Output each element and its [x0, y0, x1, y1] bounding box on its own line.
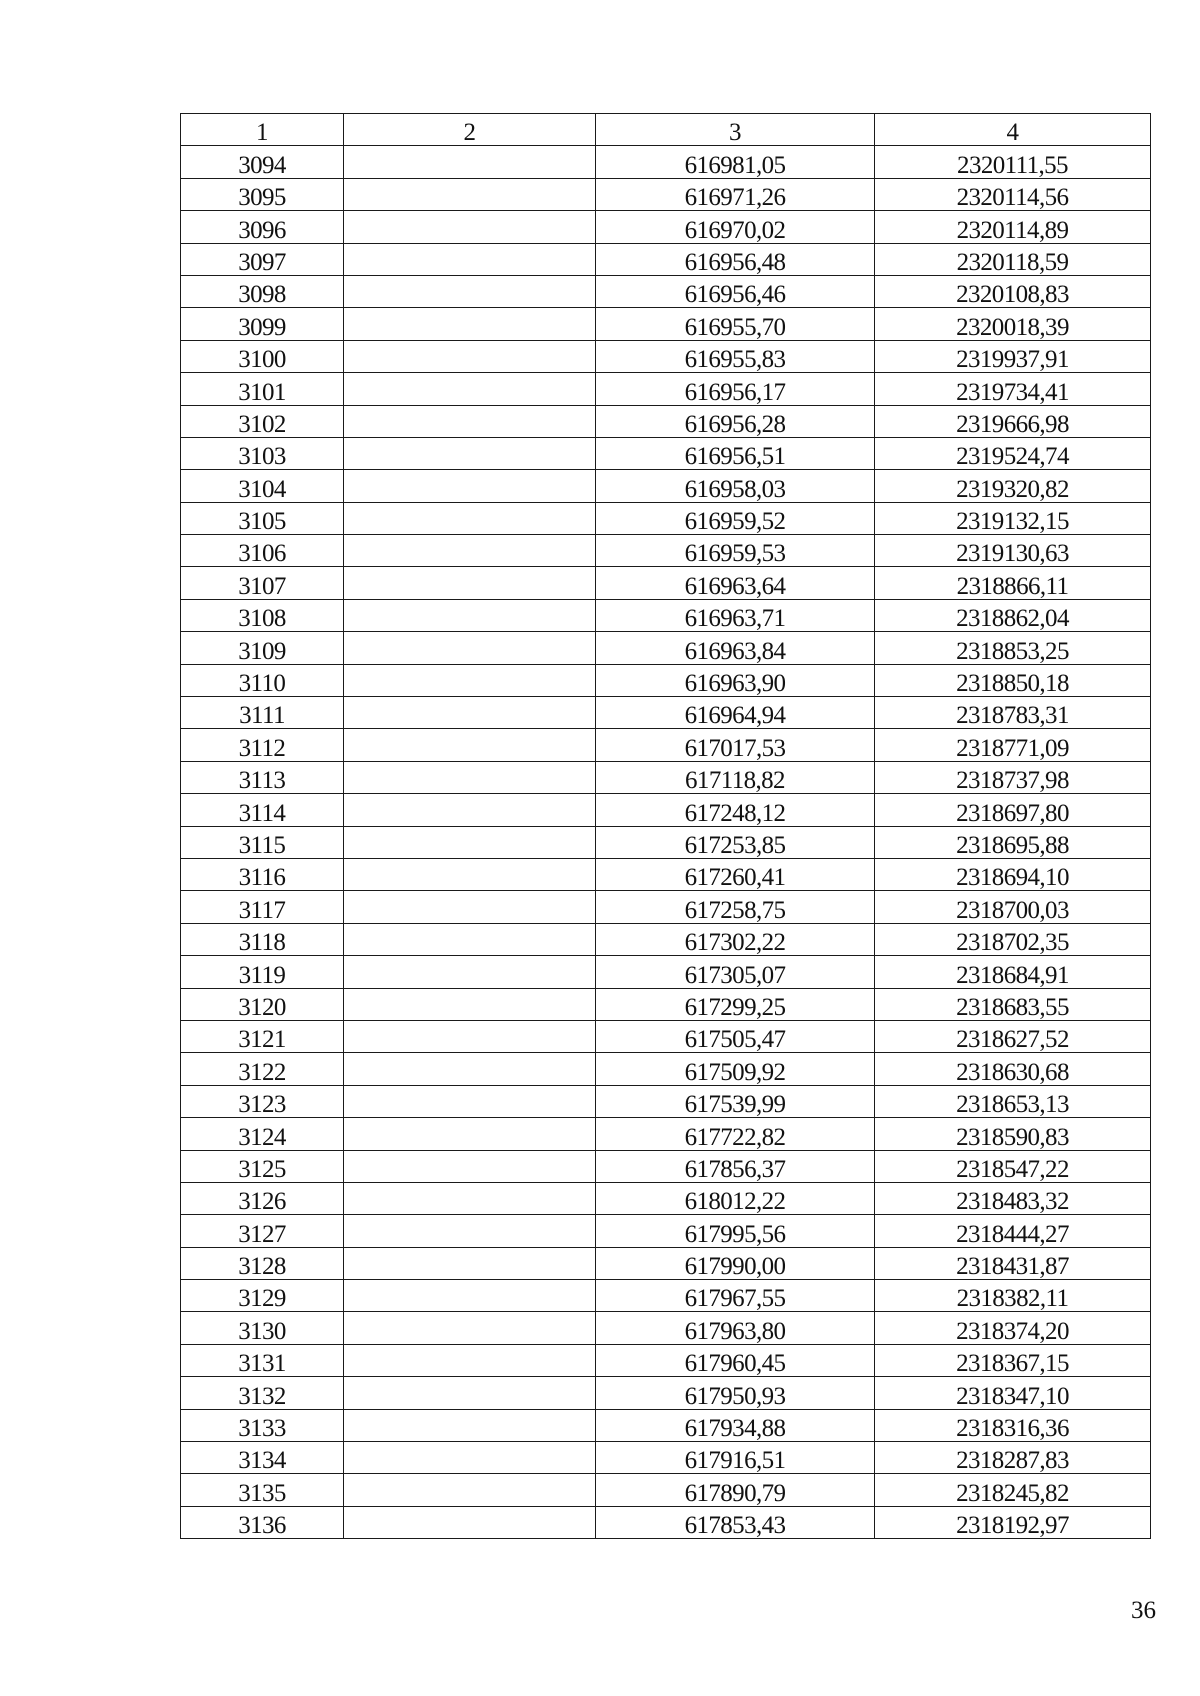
table-row [181, 567, 1151, 599]
table-row [181, 243, 1151, 275]
x-coordinate-cell: 617934,88 [596, 1409, 875, 1441]
point-number-cell: 3112 [181, 729, 344, 761]
column-2-cell [344, 1085, 596, 1117]
column-2-cell [344, 567, 596, 599]
point-number-cell: 3121 [181, 1020, 344, 1052]
y-coordinate-cell: 2320108,83 [875, 275, 1151, 307]
column-2-cell [344, 1020, 596, 1052]
column-2-cell [344, 1280, 596, 1312]
y-coordinate-cell: 2318700,03 [875, 891, 1151, 923]
point-number-cell: 3109 [181, 632, 344, 664]
x-coordinate-cell: 617967,55 [596, 1280, 875, 1312]
column-2-cell [344, 891, 596, 923]
x-coordinate-cell: 617509,92 [596, 1053, 875, 1085]
point-number-cell: 3103 [181, 437, 344, 469]
table-row [181, 373, 1151, 405]
x-coordinate-cell: 616970,02 [596, 211, 875, 243]
point-number-cell: 3097 [181, 243, 344, 275]
y-coordinate-cell: 2318431,87 [875, 1247, 1151, 1279]
table-row [181, 923, 1151, 955]
table-row [181, 178, 1151, 210]
point-number-cell: 3117 [181, 891, 344, 923]
column-2-cell [344, 405, 596, 437]
table-row [181, 1409, 1151, 1441]
table-row [181, 1085, 1151, 1117]
point-number-cell: 3116 [181, 858, 344, 890]
x-coordinate-cell: 616959,52 [596, 502, 875, 534]
column-2-cell [344, 1312, 596, 1344]
y-coordinate-cell: 2318547,22 [875, 1150, 1151, 1182]
x-coordinate-cell: 616956,17 [596, 373, 875, 405]
table-row [181, 308, 1151, 340]
point-number-cell: 3136 [181, 1506, 344, 1538]
y-coordinate-cell: 2318374,20 [875, 1312, 1151, 1344]
table-row [181, 1344, 1151, 1376]
table-row [181, 729, 1151, 761]
x-coordinate-cell: 616963,90 [596, 664, 875, 696]
header-cell-4: 4 [875, 114, 1151, 146]
point-number-cell: 3095 [181, 178, 344, 210]
table-row [181, 535, 1151, 567]
column-2-cell [344, 1409, 596, 1441]
point-number-cell: 3110 [181, 664, 344, 696]
point-number-cell: 3126 [181, 1182, 344, 1214]
point-number-cell: 3111 [181, 697, 344, 729]
table-row [181, 1118, 1151, 1150]
column-2-cell [344, 1150, 596, 1182]
y-coordinate-cell: 2320018,39 [875, 308, 1151, 340]
point-number-cell: 3119 [181, 956, 344, 988]
point-number-cell: 3130 [181, 1312, 344, 1344]
point-number-cell: 3107 [181, 567, 344, 599]
x-coordinate-cell: 616956,48 [596, 243, 875, 275]
page-number: 36 [1131, 1597, 1156, 1624]
x-coordinate-cell: 617017,53 [596, 729, 875, 761]
column-2-cell [344, 437, 596, 469]
x-coordinate-cell: 616964,94 [596, 697, 875, 729]
table-row [181, 826, 1151, 858]
column-2-cell [344, 794, 596, 826]
column-2-cell [344, 1377, 596, 1409]
column-2-cell [344, 632, 596, 664]
x-coordinate-cell: 616956,51 [596, 437, 875, 469]
x-coordinate-cell: 616981,05 [596, 146, 875, 178]
column-2-cell [344, 146, 596, 178]
point-number-cell: 3131 [181, 1344, 344, 1376]
table-row [181, 211, 1151, 243]
table-row [181, 1150, 1151, 1182]
point-number-cell: 3105 [181, 502, 344, 534]
point-number-cell: 3101 [181, 373, 344, 405]
y-coordinate-cell: 2318630,68 [875, 1053, 1151, 1085]
x-coordinate-cell: 616955,83 [596, 340, 875, 372]
y-coordinate-cell: 2318684,91 [875, 956, 1151, 988]
point-number-cell: 3120 [181, 988, 344, 1020]
y-coordinate-cell: 2320111,55 [875, 146, 1151, 178]
x-coordinate-cell: 616971,26 [596, 178, 875, 210]
y-coordinate-cell: 2318382,11 [875, 1280, 1151, 1312]
point-number-cell: 3113 [181, 761, 344, 793]
table-row [181, 1247, 1151, 1279]
y-coordinate-cell: 2318771,09 [875, 729, 1151, 761]
y-coordinate-cell: 2319132,15 [875, 502, 1151, 534]
table-row [181, 794, 1151, 826]
x-coordinate-cell: 617950,93 [596, 1377, 875, 1409]
header-cell-3: 3 [596, 114, 875, 146]
y-coordinate-cell: 2318695,88 [875, 826, 1151, 858]
table-row [181, 405, 1151, 437]
point-number-cell: 3122 [181, 1053, 344, 1085]
column-2-cell [344, 923, 596, 955]
table-row [181, 858, 1151, 890]
point-number-cell: 3098 [181, 275, 344, 307]
table-row [181, 664, 1151, 696]
point-number-cell: 3115 [181, 826, 344, 858]
y-coordinate-cell: 2320114,56 [875, 178, 1151, 210]
y-coordinate-cell: 2318590,83 [875, 1118, 1151, 1150]
column-2-cell [344, 1118, 596, 1150]
y-coordinate-cell: 2318347,10 [875, 1377, 1151, 1409]
table-row [181, 340, 1151, 372]
y-coordinate-cell: 2318287,83 [875, 1442, 1151, 1474]
table-row [181, 1280, 1151, 1312]
y-coordinate-cell: 2319666,98 [875, 405, 1151, 437]
x-coordinate-cell: 617990,00 [596, 1247, 875, 1279]
column-2-cell [344, 373, 596, 405]
point-number-cell: 3114 [181, 794, 344, 826]
point-number-cell: 3118 [181, 923, 344, 955]
x-coordinate-cell: 617960,45 [596, 1344, 875, 1376]
y-coordinate-cell: 2319734,41 [875, 373, 1151, 405]
y-coordinate-cell: 2319937,91 [875, 340, 1151, 372]
column-2-cell [344, 1344, 596, 1376]
x-coordinate-cell: 617722,82 [596, 1118, 875, 1150]
point-number-cell: 3132 [181, 1377, 344, 1409]
column-2-cell [344, 1442, 596, 1474]
point-number-cell: 3125 [181, 1150, 344, 1182]
table-row [181, 1474, 1151, 1506]
x-coordinate-cell: 616963,71 [596, 599, 875, 631]
y-coordinate-cell: 2318694,10 [875, 858, 1151, 890]
x-coordinate-cell: 617853,43 [596, 1506, 875, 1538]
column-2-cell [344, 243, 596, 275]
column-2-cell [344, 858, 596, 890]
x-coordinate-cell: 616958,03 [596, 470, 875, 502]
x-coordinate-cell: 617118,82 [596, 761, 875, 793]
y-coordinate-cell: 2318853,25 [875, 632, 1151, 664]
y-coordinate-cell: 2318192,97 [875, 1506, 1151, 1538]
y-coordinate-cell: 2318367,15 [875, 1344, 1151, 1376]
column-2-cell [344, 826, 596, 858]
table-row [181, 1312, 1151, 1344]
x-coordinate-cell: 617253,85 [596, 826, 875, 858]
x-coordinate-cell: 617302,22 [596, 923, 875, 955]
column-2-cell [344, 470, 596, 502]
table-row [181, 502, 1151, 534]
x-coordinate-cell: 616956,46 [596, 275, 875, 307]
y-coordinate-cell: 2318702,35 [875, 923, 1151, 955]
table-row [181, 1182, 1151, 1214]
point-number-cell: 3096 [181, 211, 344, 243]
table-header-row [181, 114, 1151, 146]
x-coordinate-cell: 617505,47 [596, 1020, 875, 1052]
column-2-cell [344, 1247, 596, 1279]
y-coordinate-cell: 2318653,13 [875, 1085, 1151, 1117]
column-2-cell [344, 956, 596, 988]
y-coordinate-cell: 2318737,98 [875, 761, 1151, 793]
y-coordinate-cell: 2318683,55 [875, 988, 1151, 1020]
point-number-cell: 3099 [181, 308, 344, 340]
y-coordinate-cell: 2318483,32 [875, 1182, 1151, 1214]
header-cell-1: 1 [181, 114, 344, 146]
x-coordinate-cell: 617248,12 [596, 794, 875, 826]
point-number-cell: 3094 [181, 146, 344, 178]
column-2-cell [344, 1215, 596, 1247]
y-coordinate-cell: 2319320,82 [875, 470, 1151, 502]
column-2-cell [344, 535, 596, 567]
table-row [181, 988, 1151, 1020]
y-coordinate-cell: 2318316,36 [875, 1409, 1151, 1441]
point-number-cell: 3133 [181, 1409, 344, 1441]
column-2-cell [344, 988, 596, 1020]
y-coordinate-cell: 2318850,18 [875, 664, 1151, 696]
table-row [181, 1506, 1151, 1538]
table-row [181, 891, 1151, 923]
table-row [181, 146, 1151, 178]
table-row [181, 1377, 1151, 1409]
x-coordinate-cell: 617260,41 [596, 858, 875, 890]
column-2-cell [344, 1506, 596, 1538]
x-coordinate-cell: 617305,07 [596, 956, 875, 988]
x-coordinate-cell: 617995,56 [596, 1215, 875, 1247]
point-number-cell: 3135 [181, 1474, 344, 1506]
column-2-cell [344, 178, 596, 210]
y-coordinate-cell: 2318245,82 [875, 1474, 1151, 1506]
column-2-cell [344, 502, 596, 534]
x-coordinate-cell: 616963,84 [596, 632, 875, 664]
column-2-cell [344, 275, 596, 307]
x-coordinate-cell: 616956,28 [596, 405, 875, 437]
table-row [181, 437, 1151, 469]
x-coordinate-cell: 617856,37 [596, 1150, 875, 1182]
table-row [181, 632, 1151, 664]
column-2-cell [344, 340, 596, 372]
header-cell-2: 2 [344, 114, 596, 146]
column-2-cell [344, 1182, 596, 1214]
x-coordinate-cell: 617299,25 [596, 988, 875, 1020]
table-body [181, 114, 1151, 1539]
point-number-cell: 3134 [181, 1442, 344, 1474]
point-number-cell: 3106 [181, 535, 344, 567]
coordinates-table [180, 113, 1151, 1539]
table-row [181, 599, 1151, 631]
x-coordinate-cell: 617916,51 [596, 1442, 875, 1474]
point-number-cell: 3100 [181, 340, 344, 372]
x-coordinate-cell: 617258,75 [596, 891, 875, 923]
point-number-cell: 3128 [181, 1247, 344, 1279]
y-coordinate-cell: 2320118,59 [875, 243, 1151, 275]
y-coordinate-cell: 2318444,27 [875, 1215, 1151, 1247]
point-number-cell: 3124 [181, 1118, 344, 1150]
y-coordinate-cell: 2318783,31 [875, 697, 1151, 729]
y-coordinate-cell: 2318627,52 [875, 1020, 1151, 1052]
table-row [181, 1020, 1151, 1052]
point-number-cell: 3129 [181, 1280, 344, 1312]
x-coordinate-cell: 616959,53 [596, 535, 875, 567]
y-coordinate-cell: 2319130,63 [875, 535, 1151, 567]
x-coordinate-cell: 617963,80 [596, 1312, 875, 1344]
y-coordinate-cell: 2319524,74 [875, 437, 1151, 469]
x-coordinate-cell: 616963,64 [596, 567, 875, 599]
column-2-cell [344, 761, 596, 793]
y-coordinate-cell: 2318862,04 [875, 599, 1151, 631]
column-2-cell [344, 697, 596, 729]
point-number-cell: 3104 [181, 470, 344, 502]
y-coordinate-cell: 2320114,89 [875, 211, 1151, 243]
table-row [181, 470, 1151, 502]
table-row [181, 1053, 1151, 1085]
x-coordinate-cell: 617890,79 [596, 1474, 875, 1506]
column-2-cell [344, 729, 596, 761]
column-2-cell [344, 1053, 596, 1085]
point-number-cell: 3108 [181, 599, 344, 631]
table-row [181, 1442, 1151, 1474]
column-2-cell [344, 664, 596, 696]
x-coordinate-cell: 617539,99 [596, 1085, 875, 1117]
point-number-cell: 3102 [181, 405, 344, 437]
point-number-cell: 3123 [181, 1085, 344, 1117]
table-row [181, 697, 1151, 729]
point-number-cell: 3127 [181, 1215, 344, 1247]
table-row [181, 1215, 1151, 1247]
x-coordinate-cell: 616955,70 [596, 308, 875, 340]
x-coordinate-cell: 618012,22 [596, 1182, 875, 1214]
column-2-cell [344, 1474, 596, 1506]
column-2-cell [344, 599, 596, 631]
y-coordinate-cell: 2318697,80 [875, 794, 1151, 826]
table-row [181, 761, 1151, 793]
column-2-cell [344, 211, 596, 243]
table-row [181, 956, 1151, 988]
y-coordinate-cell: 2318866,11 [875, 567, 1151, 599]
column-2-cell [344, 308, 596, 340]
table-row [181, 275, 1151, 307]
